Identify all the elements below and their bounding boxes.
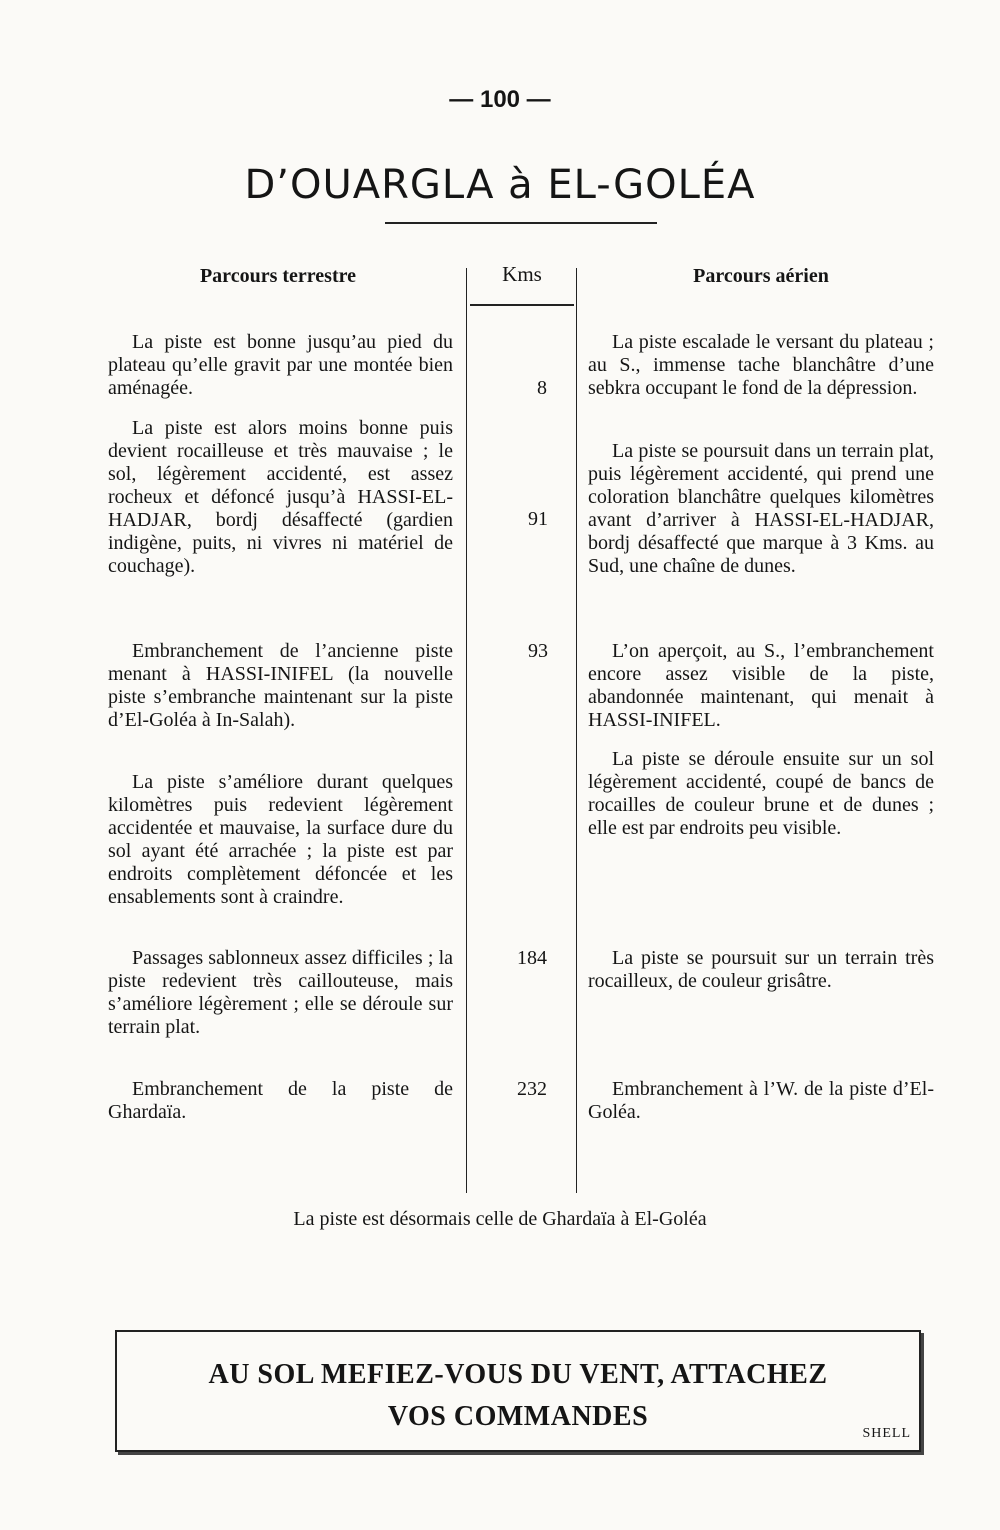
km-value: 8 [537,377,547,399]
terrestre-paragraph: Embranchement de la piste de Ghardaïa. [108,1078,453,1123]
aerien-paragraph: La piste se poursuit dans un terrain plat, puis légèrement accidenté, qui prend une coloration blanchâtre quelques kilomètres avant d’arriver à HASSI-EL-HADJAR, bordj désaffecté que marque à 3 Kms. au Sud, une chaîne de dunes. [588,440,934,577]
advert-line-2: VOS COMMANDES [387,1401,649,1432]
column-divider-left [466,268,467,1193]
terrestre-paragraph: Embranchement de l’ancienne piste menant à HASSI-INIFEL (la nouvelle piste s’embranche maintenant sur la piste d’El-Goléa à In-Salah). [108,640,453,731]
km-value: 93 [528,640,548,662]
aerien-paragraph: La piste se poursuit sur un terrain très rocailleux, de couleur grisâtre. [588,947,934,992]
km-value: 91 [528,508,548,530]
kms-header-rule [470,304,574,306]
header-parcours-aerien: Parcours aérien [693,265,829,287]
page-title: D’OUARGLA à EL-GOLÉA [244,162,756,208]
header-kms: Kms [502,262,542,286]
title-underline [385,222,657,224]
column-divider-right [576,268,577,1193]
aerien-paragraph: La piste escalade le versant du plateau ; au S., immense tache blanchâtre d’une sebkra occupant le fond de la dépression. [588,331,934,399]
advert-line-1: AU SOL MEFIEZ-VOUS DU VENT, ATTACHEZ [208,1359,828,1390]
page-number: — 100 — [449,86,551,113]
advert-box [115,1330,921,1452]
header-parcours-terrestre: Parcours terrestre [199,265,357,287]
terrestre-paragraph: La piste est alors moins bonne puis devient rocailleuse et très mauvaise ; le sol, légèrement accidenté, est assez rocheux et défoncé jusqu’à HASSI-EL-HADJAR, bordj désaffecté (gardien indigène, puits, ni vivres ni matériel de couchage). [108,417,453,577]
terrestre-paragraph: La piste est bonne jusqu’au pied du plateau qu’elle gravit par une montée bien aménagée. [108,331,453,399]
aerien-paragraph: Embranchement à l’W. de la piste d’El-Goléa. [588,1078,934,1123]
advert-text [117,1354,919,1438]
terrestre-paragraph: La piste s’améliore durant quelques kilomètres puis redevient légèrement accidentée et mauvaise, la surface dure du sol ayant été arrachée ; la piste est par endroits complètement défoncée et les ensablements sont à craindre. [108,771,453,908]
aerien-paragraph: L’on aperçoit, au S., l’embranchement encore assez visible de la piste, abandonnée maintenant, qui menait à HASSI-INIFEL. [588,640,934,731]
footer-note: La piste est désormais celle de Ghardaïa à El-Goléa [293,1208,707,1230]
advert-brand: SHELL [862,1426,911,1441]
km-value: 232 [517,1078,547,1100]
terrestre-paragraph: Passages sablonneux assez difficiles ; la piste redevient très caillouteuse, mais s’améliore légèrement ; elle se déroule sur terrain plat. [108,947,453,1038]
km-value: 184 [517,947,547,969]
aerien-paragraph: La piste se déroule ensuite sur un sol légèrement accidenté, coupé de bancs de rocailles de couleur brune et de dunes ; elle est par endroits peu visible. [588,748,934,839]
